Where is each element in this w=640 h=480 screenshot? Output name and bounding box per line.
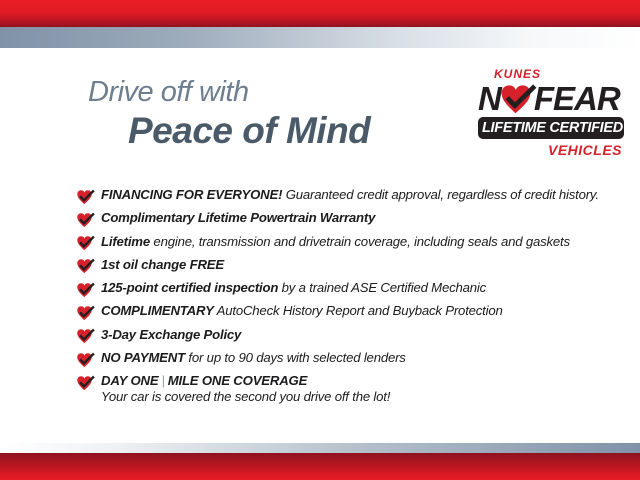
headline-line2: Peace of Mind	[128, 110, 371, 151]
benefit-text: 125-point certified inspection by a trained ASE Certified Mechanic	[101, 280, 487, 296]
heart-check-bullet-icon	[76, 189, 95, 205]
heart-check-bullet-icon	[76, 235, 95, 251]
benefit-item	[76, 281, 632, 298]
bottom-accent-stripe	[0, 443, 640, 453]
benefit-item	[76, 374, 632, 404]
benefit-text: 3-Day Exchange Policy	[101, 326, 242, 342]
heart-check-bullet-icon	[76, 305, 95, 321]
lifetime-certified-banner: LIFETIME CERTIFIED	[478, 117, 624, 139]
top-red-bar	[0, 0, 640, 27]
benefit-item	[76, 304, 632, 321]
top-accent-stripe	[0, 27, 640, 48]
heart-check-bullet-icon	[76, 258, 95, 274]
benefit-text: Complimentary Lifetime Powertrain Warranty	[101, 210, 376, 226]
heart-check-bullet-icon	[76, 352, 95, 368]
headline	[88, 76, 370, 151]
benefit-subtext: Your car is covered the second you drive off the lot!	[101, 388, 391, 404]
benefit-text: FINANCING FOR EVERYONE! Guaranteed credit approval, regardless of credit history.	[101, 187, 599, 202]
heart-check-bullet-icon	[76, 212, 95, 228]
no-fear-fear: FEAR	[533, 80, 620, 117]
benefit-text: COMPLIMENTARY AutoCheck History Report and Buyback Protection	[101, 303, 503, 319]
benefit-text: NO PAYMENT for up to 90 days with selected lenders	[101, 350, 406, 366]
heart-check-icon	[499, 83, 537, 115]
benefit-item	[76, 328, 632, 345]
vehicles-label: VEHICLES	[547, 142, 622, 158]
benefit-item	[76, 188, 632, 205]
brand-name: KUNES	[494, 67, 542, 81]
no-fear-wordmark	[478, 82, 624, 115]
bottom-red-bar	[0, 453, 640, 480]
benefit-text: 1st oil change FREE	[101, 256, 224, 272]
brand-logo	[478, 68, 624, 158]
headline-line1: Drive off with	[88, 76, 249, 108]
benefit-text: Lifetime engine, transmission and drivetrain coverage, including seals and gaskets	[101, 233, 570, 249]
benefit-item	[76, 211, 632, 228]
benefit-item	[76, 258, 632, 275]
no-fear-n: N	[478, 80, 501, 117]
benefits-list	[76, 188, 632, 411]
benefit-item	[76, 351, 632, 368]
heart-check-bullet-icon	[76, 328, 95, 344]
heart-check-bullet-icon	[76, 375, 95, 391]
benefit-item	[76, 235, 632, 252]
heart-check-bullet-icon	[76, 282, 95, 298]
benefit-text: DAY ONE | MILE ONE COVERAGE Your car is covered the second you drive off the lot!	[101, 373, 391, 404]
